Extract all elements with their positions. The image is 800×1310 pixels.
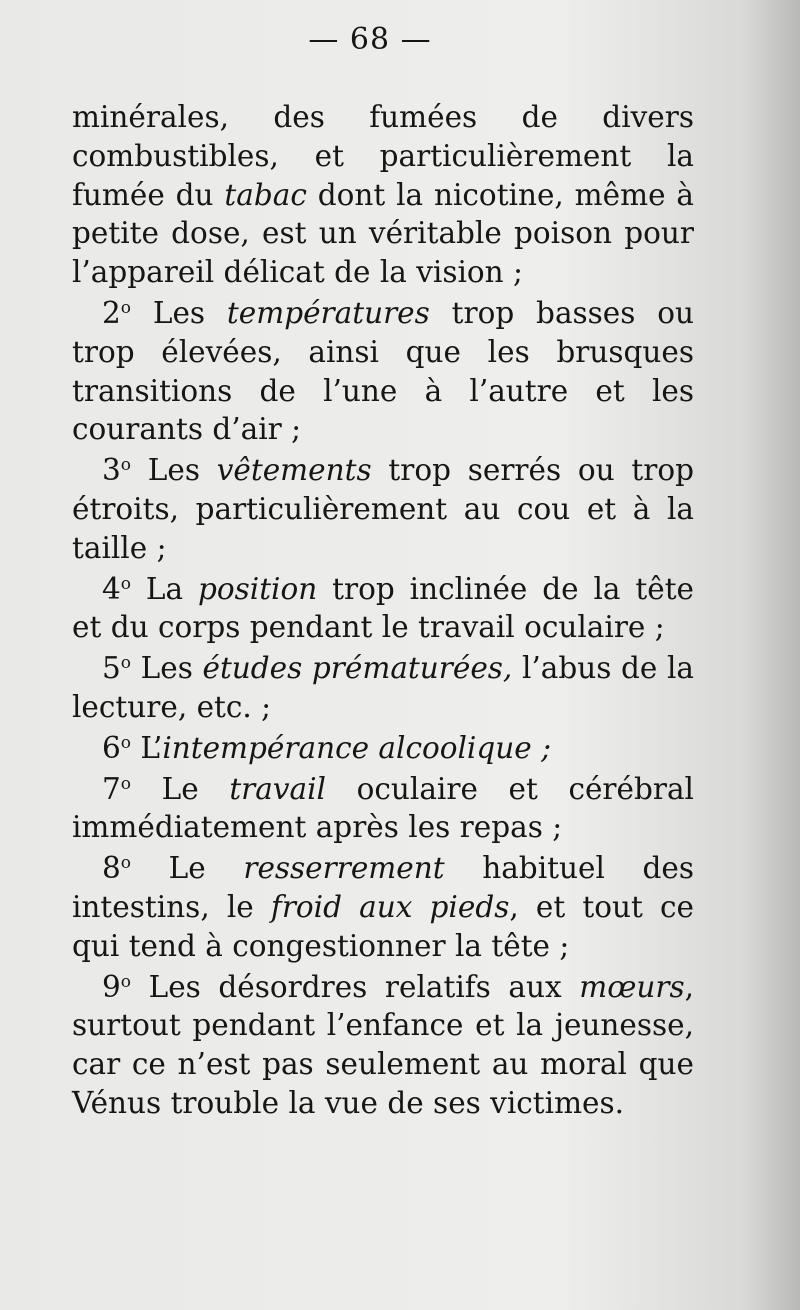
item-emphasis: travail [229, 771, 326, 806]
page-number: — 68 — [308, 22, 432, 57]
item-number: 2$^o$ [102, 295, 132, 330]
item-emphasis: études prématurées, [202, 651, 513, 686]
list-item-9 [72, 968, 694, 1123]
item-text: , et tout ce qui tend à congestionner la tête ; [72, 889, 694, 963]
list-item-6 [72, 729, 694, 768]
list-item-3 [72, 451, 694, 567]
item-text: oculaire et cérébral immédiatement après les repas ; [72, 771, 694, 845]
item-emphasis: températures [226, 295, 430, 330]
item-text: Le [131, 771, 230, 806]
item-text: trop inclinée de la tête et du corps pendant le travail oculaire ; [72, 571, 695, 645]
item-number: 3$^o$ [102, 453, 132, 488]
paragraph-text: dont la nicotine, même à petite dose, est un véritable poison pour l’appareil délicat de la vision ; [72, 177, 694, 290]
item-text: trop basses ou trop élevées, ainsi que les brusques transitions de l’une à l’autre et les courants d’air ; [72, 295, 694, 447]
item-emphasis: froid aux pieds [270, 889, 510, 924]
item-number: 8$^o$ [102, 851, 132, 886]
item-number: 4$^o$ [102, 571, 132, 606]
item-text: habituel des intestins, le [72, 851, 694, 924]
paragraph-text: minérales, des fumées de divers combustibles, et particulièrement la fumée du [72, 100, 694, 212]
text-body [72, 98, 694, 1123]
list-item-7 [72, 770, 694, 848]
item-text: , surtout pendant l’enfance et la jeunesse, car ce n’est pas seulement au moral que Vénus trouble la vue de ses victimes. [72, 969, 694, 1120]
item-text: Les désordres relatifs aux [131, 969, 580, 1004]
list-item-5 [72, 649, 694, 727]
item-number: 9$^o$ [102, 969, 132, 1004]
paragraph-continuation [72, 98, 694, 292]
emphasis-text: tabac [224, 177, 307, 212]
item-text: Les [131, 651, 203, 686]
item-number: 5$^o$ [102, 651, 132, 686]
item-emphasis: vêtements [216, 453, 372, 488]
item-text: L’ [131, 730, 163, 765]
item-emphasis: resserrement [243, 851, 445, 886]
item-text: trop serrés ou trop étroits, particulièrement au cou et à la taille ; [72, 453, 694, 565]
list-item-2 [72, 294, 694, 449]
item-text: Les [131, 295, 227, 330]
item-emphasis: intempérance alcoolique ; [162, 730, 552, 765]
item-text: Le [131, 851, 244, 886]
item-emphasis: mœurs [579, 969, 685, 1004]
item-number: 6$^o$ [102, 730, 132, 765]
list-item-8 [72, 849, 694, 965]
item-text: Les [131, 453, 217, 488]
item-text: La [131, 571, 198, 606]
item-text: l’abus de la lecture, etc. ; [72, 651, 694, 724]
item-number: 7$^o$ [102, 771, 132, 806]
item-emphasis: position [197, 571, 318, 606]
list-item-4 [72, 570, 694, 648]
